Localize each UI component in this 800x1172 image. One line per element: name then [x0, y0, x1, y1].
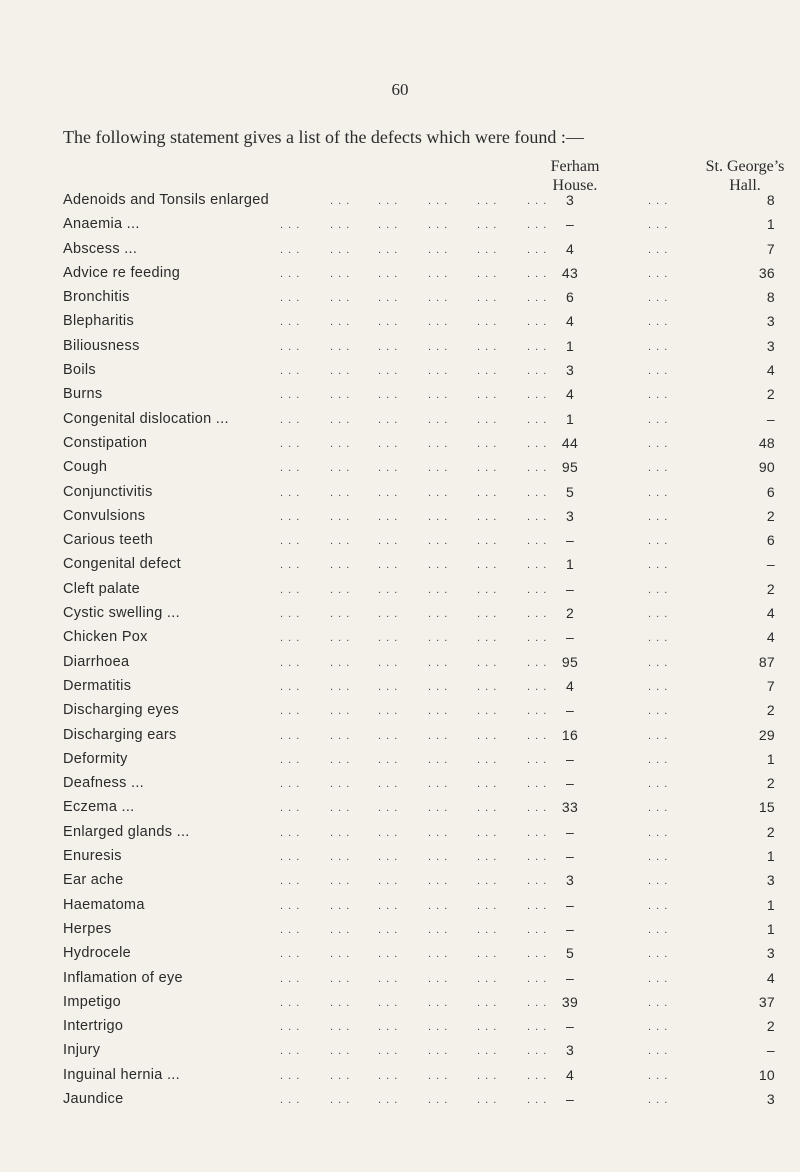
ferham-house-value: 44 [561, 434, 579, 451]
table-row [0, 338, 800, 362]
table-row [0, 921, 800, 945]
dot-leader: . . . . . . . . . . . . . . . . . . [280, 243, 548, 256]
dot-leader: . . . . . . . . . . . . . . . . . . [280, 608, 548, 621]
dot-leader: . . . [648, 267, 669, 280]
dot-leader: . . . . . . . . . . . . . . . . . . [280, 972, 548, 985]
st-georges-hall-value: 1 [766, 848, 775, 865]
dot-leader: . . . . . . . . . . . . . . . . . . [280, 219, 548, 232]
ferham-house-value: – [565, 629, 575, 646]
ferham-house-value: – [565, 750, 575, 767]
st-georges-hall-value: 8 [766, 289, 775, 306]
dot-leader: . . . . . . . . . . . . . . . . . . [280, 729, 548, 742]
table-row [0, 1042, 800, 1066]
dot-leader: . . . [648, 195, 669, 207]
column-header-ferham-line2: House. [552, 177, 598, 194]
defect-label: Biliousness [63, 337, 140, 354]
dot-leader: . . . . . . . . . . . . . . . . . . [280, 923, 548, 936]
ferham-house-value: 3 [565, 507, 575, 524]
dot-leader: . . . . . . . . . . . . . . . . . . [280, 778, 548, 791]
dot-leader: . . . . . . . . . . . . . . . . . . [280, 413, 548, 426]
dot-leader: . . . [648, 1021, 669, 1034]
dot-leader: . . . . . . . . . . . . . . . . . . [280, 510, 548, 523]
ferham-house-value: 4 [565, 677, 575, 694]
table-row [0, 459, 800, 483]
defect-label: Enuresis [63, 848, 122, 865]
dot-leader: . . . [648, 608, 669, 621]
table-row [0, 289, 800, 313]
table-row [0, 386, 800, 410]
ferham-house-value: – [565, 848, 575, 865]
table-row [0, 362, 800, 386]
ferham-house-value: – [565, 216, 575, 233]
defect-label: Inflamation of eye [63, 969, 183, 986]
table-row [0, 484, 800, 508]
defect-label: Haematoma [63, 896, 145, 913]
column-header-george-line2: Hall. [729, 177, 761, 194]
ferham-house-value: 6 [565, 289, 575, 306]
st-georges-hall-value: 4 [766, 605, 775, 622]
ferham-house-value: – [565, 532, 575, 549]
table-row [0, 994, 800, 1018]
ferham-house-value: – [565, 580, 575, 597]
st-georges-hall-value: 1 [766, 896, 775, 913]
st-georges-hall-value: 1 [766, 750, 775, 767]
table-row [0, 678, 800, 702]
dot-leader: . . . . . . . . . . . . . . . . . . [280, 632, 548, 645]
st-georges-hall-value: 2 [766, 823, 775, 840]
st-georges-hall-value: 15 [758, 799, 775, 816]
ferham-house-value: – [565, 1018, 575, 1035]
defect-label: Impetigo [63, 993, 122, 1010]
ferham-house-value: 2 [565, 605, 575, 622]
table-row [0, 313, 800, 337]
dot-leader: . . . [648, 389, 669, 402]
table-row [0, 727, 800, 751]
st-georges-hall-value: 37 [758, 993, 775, 1010]
ferham-house-value: 95 [561, 459, 579, 476]
ferham-house-value: 3 [565, 362, 575, 379]
dot-leader: . . . [648, 559, 669, 572]
ferham-house-value: 4 [565, 1066, 575, 1083]
defect-label: Deafness ... [63, 775, 144, 792]
st-georges-hall-value: 1 [766, 216, 775, 233]
defect-label: Eczema ... [63, 799, 135, 816]
dot-leader: . . . [648, 486, 669, 499]
defect-label: Constipation [63, 434, 148, 451]
dot-leader: . . . [648, 510, 669, 523]
table-row [0, 411, 800, 435]
dot-leader: . . . . . . . . . . . . . . . . . . [280, 340, 548, 353]
dot-leader: . . . [648, 948, 669, 961]
st-georges-hall-value: 4 [766, 629, 775, 646]
dot-leader: . . . [648, 996, 669, 1009]
ferham-house-value: 95 [561, 653, 579, 670]
dot-leader: . . . . . . . . . . . . . . . . . . [280, 1021, 548, 1034]
st-georges-hall-value: 1 [766, 920, 775, 937]
table-row [0, 508, 800, 532]
column-header-george-line1: St. George’s [705, 158, 785, 175]
defect-label: Discharging ears [63, 726, 177, 743]
defect-label: Cough [63, 459, 108, 476]
st-georges-hall-value: 2 [766, 386, 775, 403]
defect-label: Blepharitis [63, 313, 134, 330]
st-georges-hall-value: 10 [758, 1066, 775, 1083]
dot-leader: . . . [648, 535, 669, 548]
dot-leader: . . . . . . . . . . . . . . . . . . [280, 267, 548, 280]
dot-leader: . . . . . . . . . . . . . . . . . . [280, 437, 548, 450]
ferham-house-value: – [565, 775, 575, 792]
table-row [0, 945, 800, 969]
ferham-house-value: 1 [565, 337, 575, 354]
st-georges-hall-value: 2 [766, 507, 775, 524]
table-row [0, 605, 800, 629]
ferham-house-value: 4 [565, 240, 575, 257]
st-georges-hall-value: 3 [766, 313, 775, 330]
dot-leader: . . . . . . . . . . . . . . . . . . [280, 559, 548, 572]
defect-label: Herpes [63, 920, 112, 937]
st-georges-hall-value: 2 [766, 580, 775, 597]
defect-label: Conjunctivitis [63, 483, 153, 500]
ferham-house-value: 33 [561, 799, 579, 816]
dot-leader: . . . [648, 413, 669, 426]
defect-label: Congenital dislocation ... [63, 410, 229, 427]
st-georges-hall-value: 2 [766, 775, 775, 792]
defect-label: Cleft palate [63, 580, 140, 597]
st-georges-hall-value: 3 [766, 872, 775, 889]
dot-leader: . . . [648, 632, 669, 645]
dot-leader: . . . [648, 972, 669, 985]
dot-leader: . . . . . . . . . . . . . . . . . . [280, 292, 548, 305]
dot-leader: . . . . . . . . . . . . . . . . . . [280, 1093, 548, 1106]
st-georges-hall-value: 2 [766, 1018, 775, 1035]
table-row [0, 751, 800, 775]
table-row [0, 556, 800, 580]
dot-leader: . . . . . . . . . . . . . . . . . . [280, 948, 548, 961]
ferham-house-value: – [565, 702, 575, 719]
table-row [0, 581, 800, 605]
defect-label: Injury [63, 1042, 101, 1059]
table-row [0, 897, 800, 921]
st-georges-hall-value: 2 [766, 702, 775, 719]
table-row [0, 654, 800, 678]
table-row [0, 216, 800, 240]
defect-label: Anaemia ... [63, 216, 140, 233]
page-number: 60 [391, 80, 409, 99]
dot-leader: . . . [648, 316, 669, 329]
table-row [0, 970, 800, 994]
defect-label: Jaundice [63, 1090, 124, 1107]
st-georges-hall-value: 6 [766, 532, 775, 549]
st-georges-hall-value: 4 [766, 362, 775, 379]
defect-label: Bronchitis [63, 289, 130, 306]
dot-leader: . . . . . . . . . . . . . . . . . . [280, 316, 548, 329]
defect-label: Deformity [63, 750, 128, 767]
dot-leader: . . . . . . . . . . . . . . . . . . [280, 851, 548, 864]
table-row [0, 1067, 800, 1091]
st-georges-hall-value: 3 [766, 945, 775, 962]
defect-label: Adenoids and Tonsils enlarged [63, 192, 269, 208]
dot-leader: . . . [648, 1069, 669, 1082]
dot-leader: . . . . . . . . . . . . . . . . . . [280, 583, 548, 596]
column-header-ferham-house [520, 157, 630, 195]
defect-label: Abscess ... [63, 240, 138, 257]
dot-leader: . . . . . . . . . . . . . . . . . . [280, 462, 548, 475]
defect-label: Hydrocele [63, 945, 131, 962]
st-georges-hall-value: 29 [758, 726, 775, 743]
dot-leader: . . . [648, 583, 669, 596]
dot-leader: . . . [648, 462, 669, 475]
st-georges-hall-value: – [766, 556, 775, 573]
defect-label: Intertrigo [63, 1018, 124, 1035]
st-georges-hall-value: – [766, 410, 775, 427]
defect-label: Cystic swelling ... [63, 605, 180, 622]
table-row [0, 1091, 800, 1115]
table-row [0, 702, 800, 726]
dot-leader: . . . [648, 1093, 669, 1106]
ferham-house-value: 3 [565, 872, 575, 889]
defect-label: Convulsions [63, 507, 146, 524]
defect-label: Burns [63, 386, 103, 403]
dot-leader: . . . [648, 802, 669, 815]
ferham-house-value: 4 [565, 386, 575, 403]
st-georges-hall-value: 7 [766, 240, 775, 257]
st-georges-hall-value: – [766, 1042, 775, 1059]
defect-label: Congenital defect [63, 556, 181, 573]
ferham-house-value: 1 [565, 556, 575, 573]
ferham-house-value: 1 [565, 410, 575, 427]
dot-leader: . . . . . . . . . . . . . . . . . . [280, 826, 548, 839]
ferham-house-value: – [565, 1090, 575, 1107]
dot-leader: . . . . . . . . . . . . . . . . . . [280, 1069, 548, 1082]
dot-leader: . . . [648, 680, 669, 693]
dot-leader: . . . . . . . . . . . . . . . . . . [280, 705, 548, 718]
st-georges-hall-value: 3 [766, 337, 775, 354]
dot-leader: . . . [648, 851, 669, 864]
dot-leader: . . . [648, 292, 669, 305]
dot-leader: . . . . . . . . . . . . . . . . . . [280, 753, 548, 766]
dot-leader: . . . [648, 778, 669, 791]
dot-leader: . . . [648, 219, 669, 232]
defects-table [0, 192, 800, 1115]
table-row [0, 192, 800, 216]
dot-leader: . . . . . . . . . . . . . . . . . . [280, 1045, 548, 1058]
dot-leader: . . . . . . . . . . . . . . . . . . [280, 486, 548, 499]
ferham-house-value: 5 [565, 483, 575, 500]
dot-leader: . . . [648, 365, 669, 378]
ferham-house-value: – [565, 920, 575, 937]
defect-label: Inguinal hernia ... [63, 1066, 180, 1083]
st-georges-hall-value: 8 [766, 192, 775, 208]
dot-leader: . . . [648, 705, 669, 718]
table-row [0, 775, 800, 799]
defect-label: Ear ache [63, 872, 124, 889]
defect-label: Advice re feeding [63, 264, 181, 281]
defect-label: Discharging eyes [63, 702, 180, 719]
dot-leader: . . . . . . . . . . . . . . . . . . [280, 802, 548, 815]
defect-label: Diarrhoea [63, 653, 130, 670]
st-georges-hall-value: 87 [758, 653, 775, 670]
intro-statement: The following statement gives a list of the defects which were found :— [63, 127, 584, 147]
dot-leader: . . . . . . . . . . . . . . . . . . [280, 899, 548, 912]
table-row [0, 435, 800, 459]
defect-label: Boils [63, 362, 96, 379]
st-georges-hall-value: 3 [766, 1090, 775, 1107]
table-row [0, 629, 800, 653]
dot-leader: . . . [648, 437, 669, 450]
dot-leader: . . . [648, 753, 669, 766]
dot-leader: . . . [648, 340, 669, 353]
dot-leader: . . . . . . . . . . . . . . . [330, 195, 548, 207]
table-row [0, 872, 800, 896]
table-row [0, 1018, 800, 1042]
dot-leader: . . . . . . . . . . . . . . . . . . [280, 365, 548, 378]
ferham-house-value: – [565, 823, 575, 840]
dot-leader: . . . [648, 1045, 669, 1058]
dot-leader: . . . [648, 923, 669, 936]
dot-leader: . . . . . . . . . . . . . . . . . . [280, 996, 548, 1009]
ferham-house-value: 5 [565, 945, 575, 962]
defect-label: Dermatitis [63, 677, 132, 694]
ferham-house-value: 43 [561, 264, 579, 281]
column-header-ferham-line1: Ferham [550, 158, 600, 175]
table-row [0, 532, 800, 556]
ferham-house-value: 39 [561, 993, 579, 1010]
defect-label: Enlarged glands ... [63, 823, 190, 840]
table-row [0, 241, 800, 265]
column-header-st-georges-hall [685, 157, 800, 195]
st-georges-hall-value: 4 [766, 969, 775, 986]
dot-leader: . . . [648, 656, 669, 669]
ferham-house-value: 4 [565, 313, 575, 330]
dot-leader: . . . [648, 243, 669, 256]
dot-leader: . . . [648, 826, 669, 839]
table-row [0, 799, 800, 823]
ferham-house-value: – [565, 969, 575, 986]
st-georges-hall-value: 36 [758, 264, 775, 281]
st-georges-hall-value: 48 [758, 434, 775, 451]
ferham-house-value: 16 [561, 726, 579, 743]
dot-leader: . . . [648, 729, 669, 742]
table-row [0, 265, 800, 289]
defect-label: Chicken Pox [63, 629, 148, 646]
st-georges-hall-value: 7 [766, 677, 775, 694]
dot-leader: . . . . . . . . . . . . . . . . . . [280, 680, 548, 693]
dot-leader: . . . . . . . . . . . . . . . . . . [280, 535, 548, 548]
dot-leader: . . . . . . . . . . . . . . . . . . [280, 656, 548, 669]
dot-leader: . . . [648, 875, 669, 888]
st-georges-hall-value: 6 [766, 483, 775, 500]
st-georges-hall-value: 90 [758, 459, 775, 476]
dot-leader: . . . . . . . . . . . . . . . . . . [280, 389, 548, 402]
defect-label: Carious teeth [63, 532, 154, 549]
dot-leader: . . . . . . . . . . . . . . . . . . [280, 875, 548, 888]
ferham-house-value: – [565, 896, 575, 913]
dot-leader: . . . [648, 899, 669, 912]
ferham-house-value: 3 [565, 192, 575, 208]
table-row [0, 824, 800, 848]
table-row [0, 848, 800, 872]
ferham-house-value: 3 [565, 1042, 575, 1059]
